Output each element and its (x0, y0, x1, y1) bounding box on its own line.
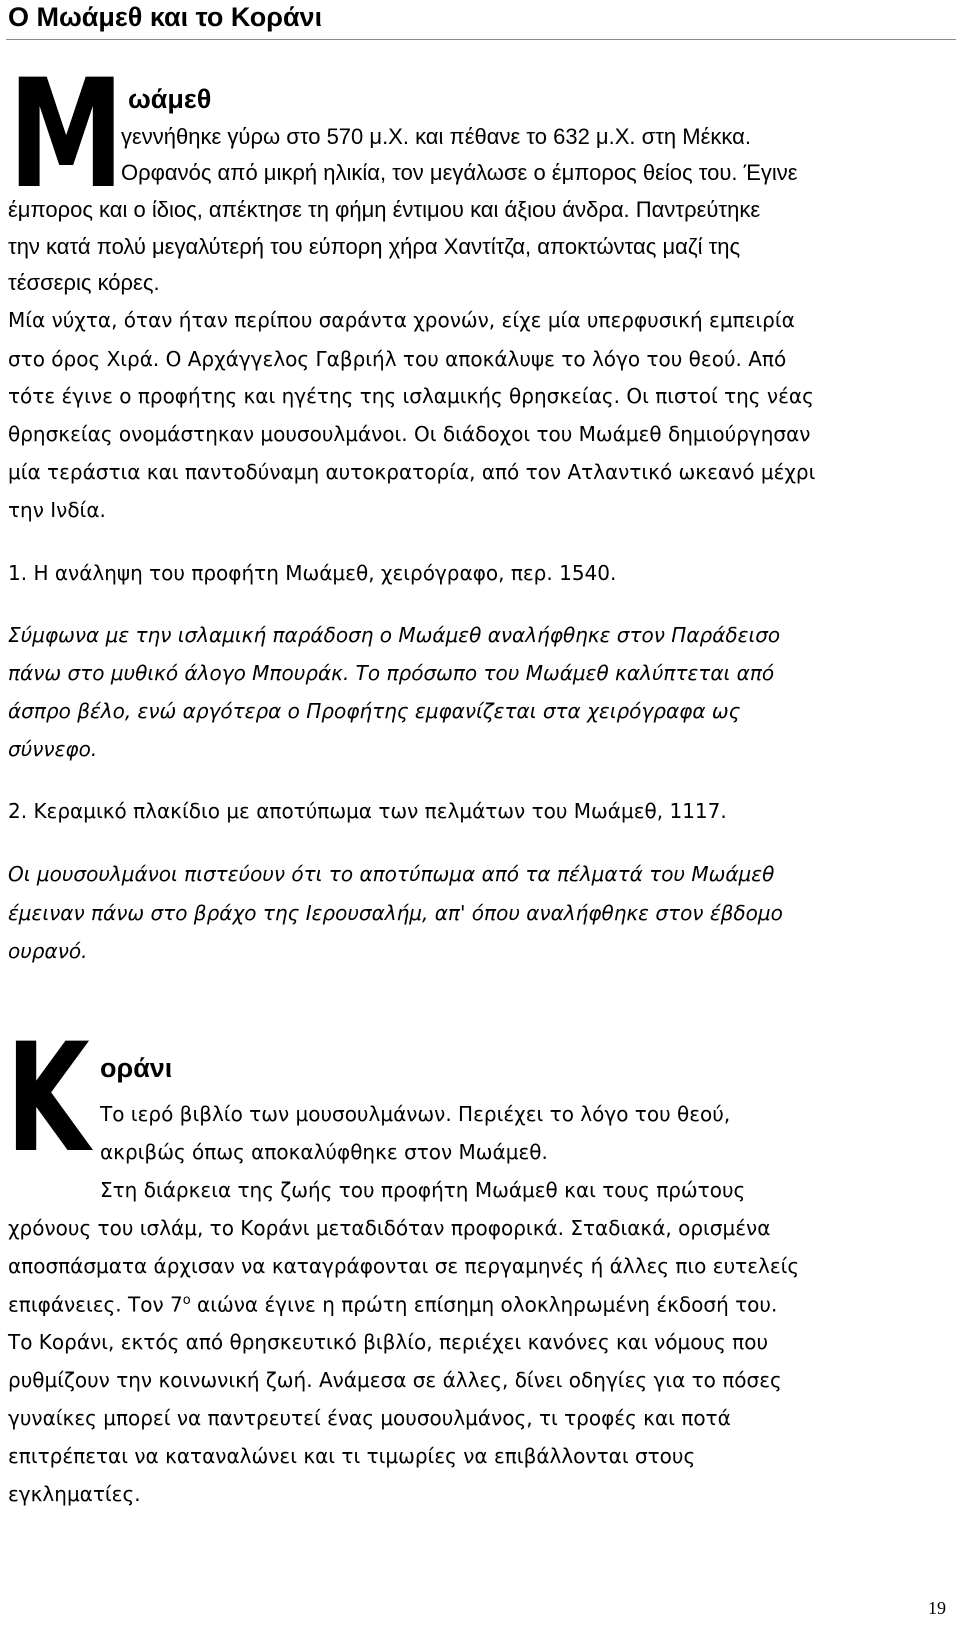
figure-description-line: έμειναν πάνω στο βράχο της Ιερουσαλήμ, απ' όπου αναλήφθηκε στον έβδομο (8, 901, 783, 925)
body-line: τότε έγινε ο προφήτης και ηγέτης της ισλαμικής θρησκείας. Οι πιστοί της νέας (8, 384, 814, 408)
figure-caption-2: 2. Κεραμικό πλακίδιο με αποτύπωμα των πελμάτων του Μωάμεθ, 1117. (8, 799, 727, 823)
body-line: τέσσερις κόρες. (8, 270, 160, 295)
body-line: Στη διάρκεια της ζωής του προφήτη Μωάμεθ και τους πρώτους (100, 1178, 746, 1202)
body-line: γυναίκες μπορεί να παντρευτεί ένας μουσουλμάνος, τι τροφές και ποτά (8, 1406, 731, 1430)
body-line: μία τεράστια και παντοδύναμη αυτοκρατορία, από τον Ατλαντικό ωκεανό μέχρι (8, 460, 816, 484)
superscript: ο (182, 1293, 191, 1308)
body-line: Το ιερό βιβλίο των μουσουλμάνων. Περιέχει το λόγο του θεού, (100, 1102, 731, 1126)
section-heading-mohammed: ωάμεθ (128, 84, 212, 114)
body-line: ακριβώς όπως αποκαλύφθηκε στον Μωάμεθ. (100, 1140, 548, 1164)
figure-caption-1: 1. Η ανάληψη του προφήτη Μωάμεθ, χειρόγραφο, περ. 1540. (8, 561, 617, 585)
drop-cap-k: Κ (6, 1012, 90, 1186)
body-line: αποσπάσματα άρχισαν να καταγράφονται σε περγαμηνές ή άλλες πιο ευτελείς (8, 1254, 800, 1278)
body-line: θρησκείας ονομάστηκαν μουσουλμάνοι. Οι διάδοχοι του Μωάμεθ δημιούργησαν (8, 422, 811, 446)
figure-description-line: Οι μουσουλμάνοι πιστεύουν ότι το αποτύπωμα από τα πέλματά του Μωάμεθ (8, 862, 775, 886)
body-line: εγκληματίες. (8, 1482, 141, 1506)
figure-description-line: πάνω στο μυθικό άλογο Μπουράκ. Το πρόσωπο του Μωάμεθ καλύπτεται από (8, 661, 775, 685)
body-text: επιφάνειες. Τον 7 (8, 1292, 183, 1317)
title-divider (6, 39, 956, 40)
body-line: γεννήθηκε γύρω στο 570 μ.Χ. και πέθανε το 632 μ.Χ. στη Μέκκα. (121, 124, 751, 149)
figure-description-line: σύννεφο. (8, 737, 98, 761)
body-text: αιώνα έγινε η πρώτη επίσημη ολοκληρωμένη έκδοσή του. (190, 1292, 778, 1317)
section-heading-koran: οράνι (100, 1053, 173, 1083)
body-line: την Ινδία. (8, 498, 106, 522)
body-line (8, 1294, 777, 1315)
body-line: επιτρέπεται να καταναλώνει και τι τιμωρίες να επιβάλλονται στους (8, 1444, 696, 1468)
body-line: χρόνους του ισλάμ, το Κοράνι μεταδιδόταν προφορικά. Σταδιακά, ορισμένα (8, 1216, 771, 1240)
page-title: Ο Μωάμεθ και το Κοράνι (8, 2, 323, 32)
body-line: Το Κοράνι, εκτός από θρησκευτικό βιβλίο, περιέχει κανόνες και νόμους που (8, 1330, 769, 1354)
body-line: στο όρος Χιρά. Ο Αρχάγγελος Γαβριήλ του αποκάλυψε το λόγο του θεού. Από (8, 347, 787, 371)
body-line: έμπορος και ο ίδιος, απέκτησε τη φήμη έντιμου και άξιου άνδρα. Παντρεύτηκε (8, 197, 761, 222)
drop-cap-m: Μ (8, 48, 120, 222)
figure-description-line: Σύμφωνα με την ισλαμική παράδοση ο Μωάμεθ αναλήφθηκε στον Παράδεισο (8, 623, 781, 647)
page-number: 19 (928, 1598, 946, 1618)
body-line: Ορφανός από μικρή ηλικία, τον μεγάλωσε ο έμπορος θείος του. Έγινε (121, 160, 798, 185)
figure-description-line: ουρανό. (8, 939, 88, 963)
figure-description-line: άσπρο βέλο, ενώ αργότερα ο Προφήτης εμφανίζεται στα χειρόγραφα ως (8, 699, 741, 723)
body-line: Μία νύχτα, όταν ήταν περίπου σαράντα χρονών, είχε μία υπερφυσική εμπειρία (8, 308, 795, 332)
body-line: την κατά πολύ μεγαλύτερή του εύπορη χήρα Χαντίτζα, αποκτώντας μαζί της (8, 234, 741, 259)
body-line: ρυθμίζουν την κοινωνική ζωή. Ανάμεσα σε άλλες, δίνει οδηγίες για το πόσες (8, 1368, 782, 1392)
